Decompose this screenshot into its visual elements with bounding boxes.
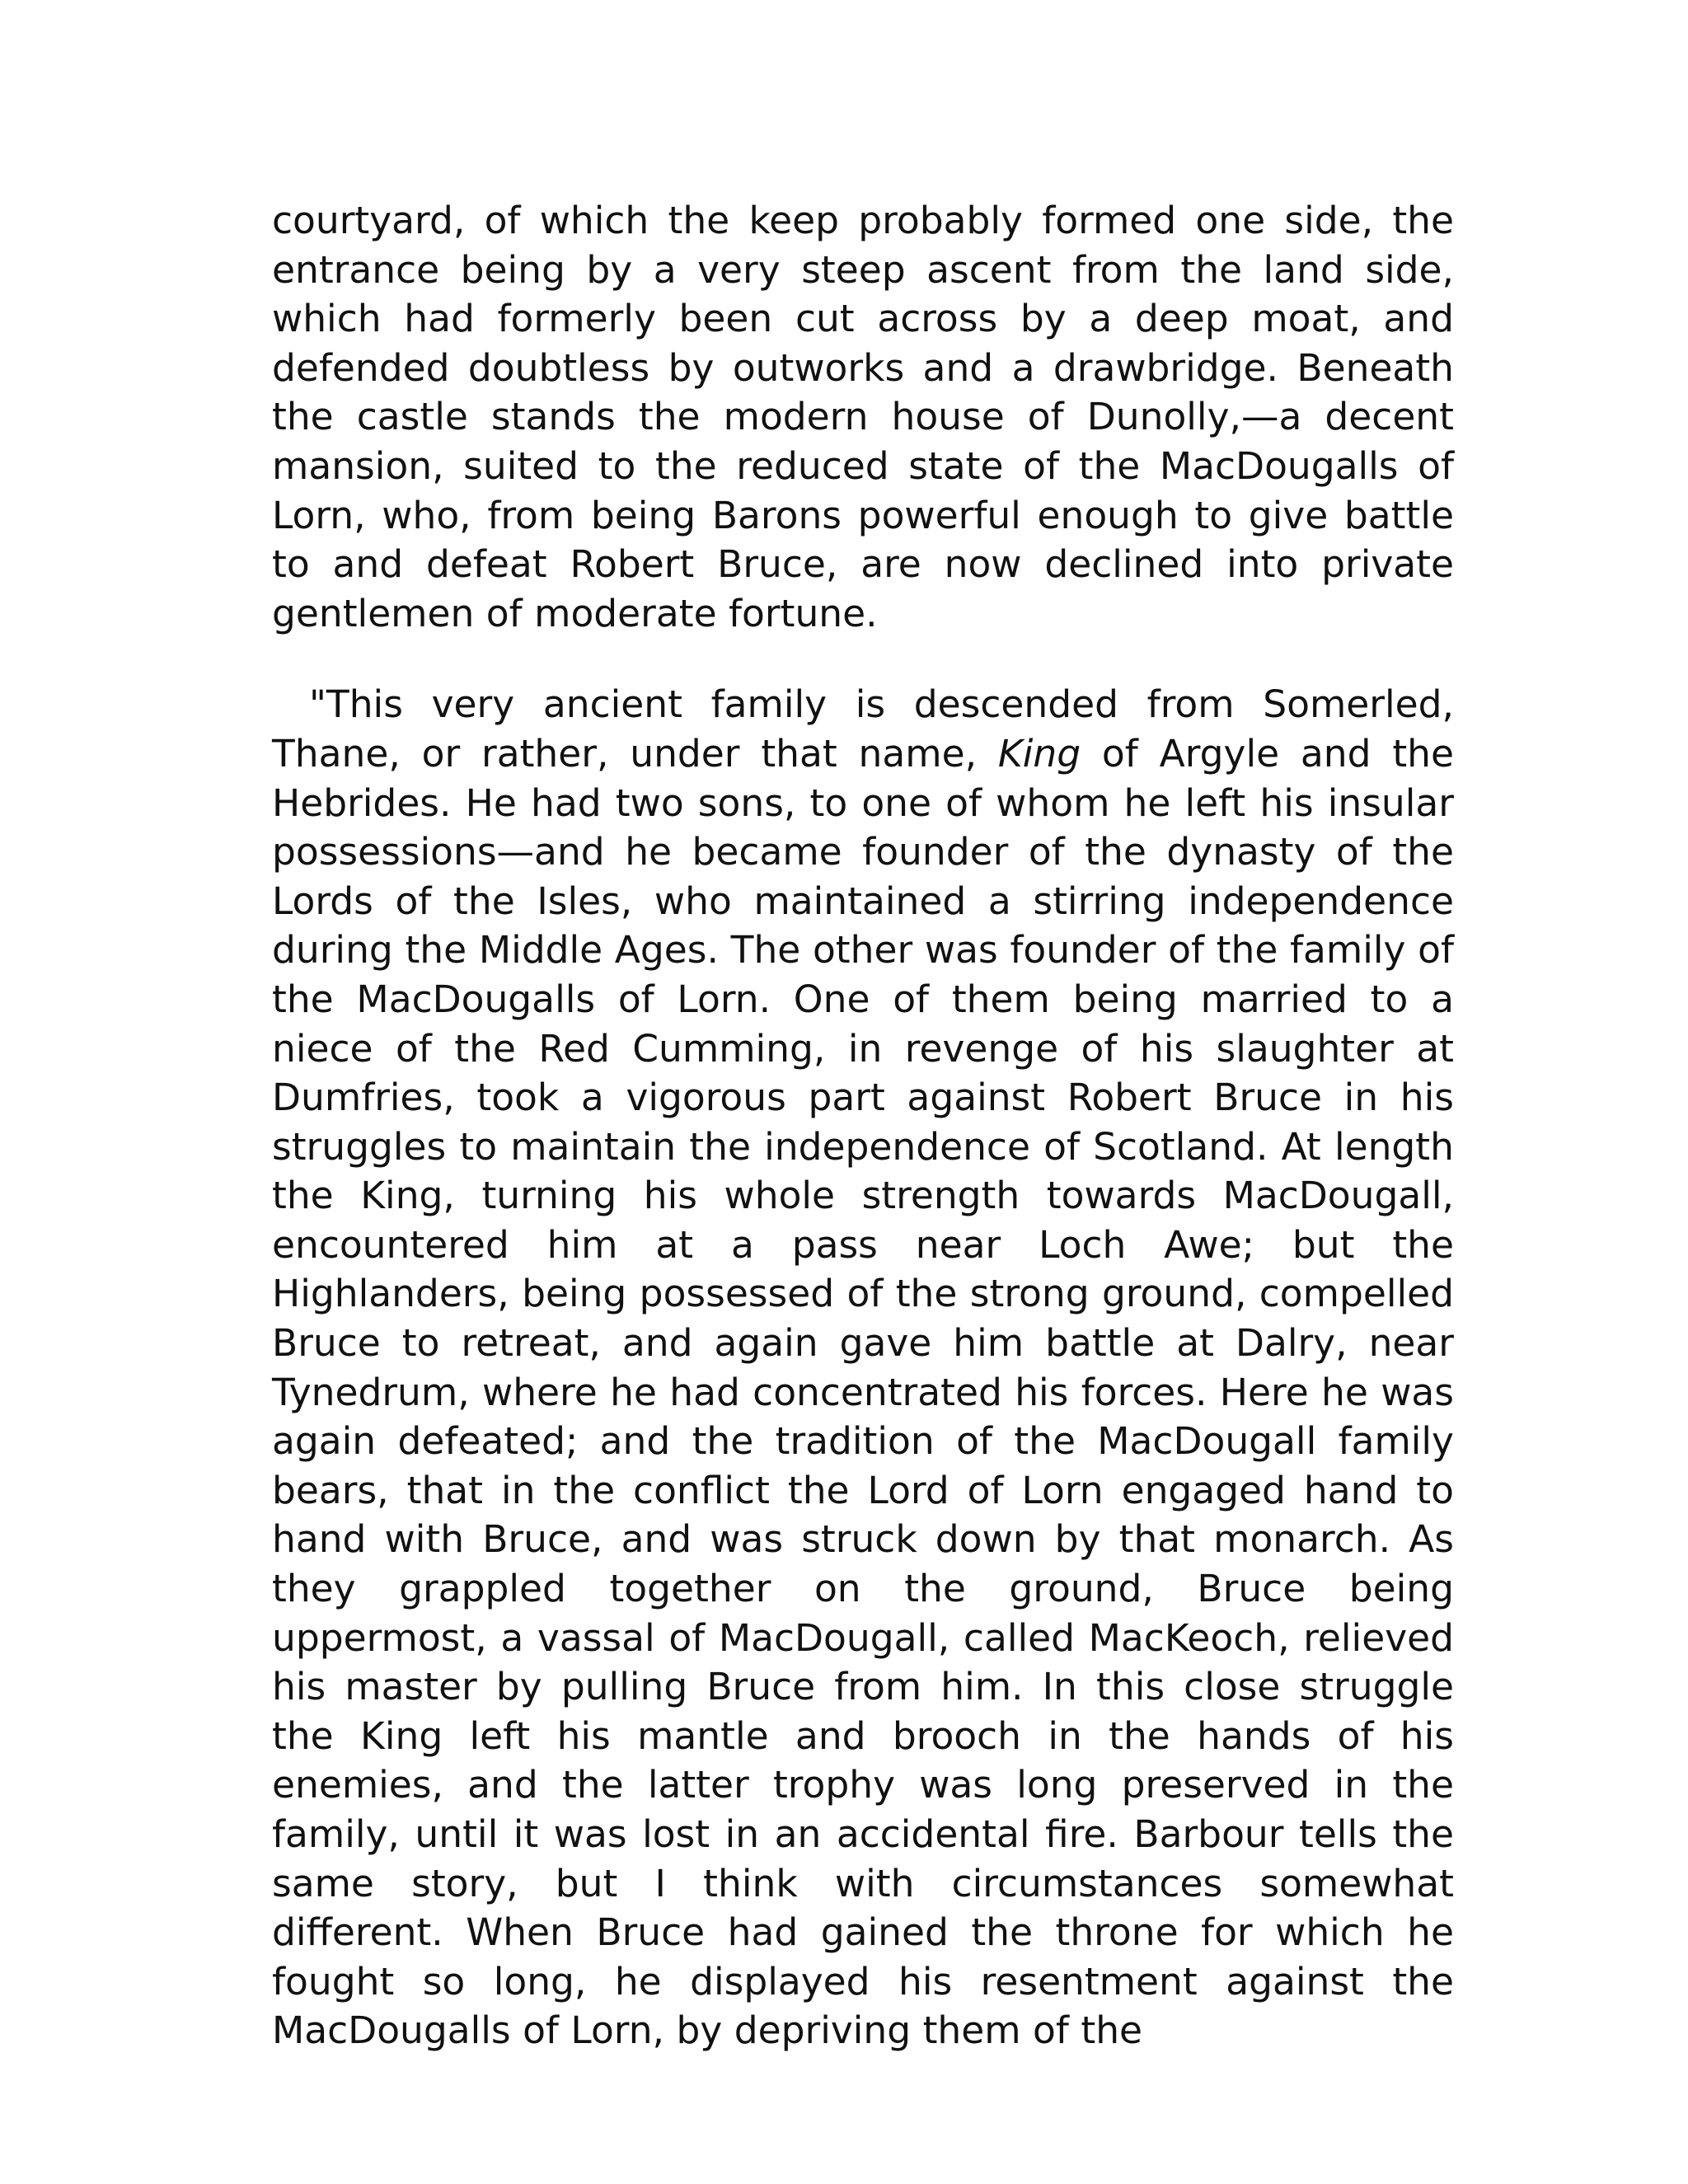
paragraph-1-text: courtyard, of which the keep probably formed one side, the entrance being by a very steep ascent from the land side, which had formerly been cut across by a deep moat, and defended doubtless by outworks and a drawbridge. Beneath the castle stands the modern house of Dunolly,—a decent mansion, suited to the reduced state of the MacDougalls of Lorn, who, from being Barons powerful enough to give battle to and defeat Robert Bruce, are now declined into private gentlemen of moderate fortune. <box>272 199 1454 635</box>
paragraph-2-text-start: "This very ancient family is descended from Somerled, Thane, or rather, under that name, <box>272 682 1454 776</box>
paragraph-2 <box>272 680 1454 2055</box>
page-body <box>272 196 1454 2055</box>
paragraph-1 <box>272 196 1454 638</box>
paragraph-2-italic-word: King <box>997 731 1081 776</box>
paragraph-2-text-end: of Argyle and the Hebrides. He had two sons, to one of whom he left his insular possessions—and he became founder of the dynasty of the Lords of the Isles, who maintained a stirring independence during the Middle Ages. The other was founder of the family of the MacDougalls of Lorn. One of them being married to a niece of the Red Cumming, in revenge of his slaughter at Dumfries, took a vigorous part against Robert Bruce in his struggles to maintain the independence of Scotland. At length the King, turning his whole strength towards MacDougall, encountered him at a pass near Loch Awe; but the Highlanders, being possessed of the strong ground, compelled Bruce to retreat, and again gave him battle at Dalry, near Tynedrum, where he had concentrated his forces. Here he was again defeated; and the tradition of the MacDougall family bears, that in the conflict the Lord of Lorn engaged hand to hand with Bruce, and was struck down by that monarch. As they grappled together on the ground, Bruce being uppermost, a vassal of MacDougall, called MacKeoch, relieved his master by pulling Bruce from him. In this close struggle the King left his mantle and brooch in the hands of his enemies, and the latter trophy was long preserved in the family, until it was lost in an accidental fire. Barbour tells the same story, but I think with circumstances somewhat different. When Bruce had gained the throne for which he fought so long, he displayed his resentment against the MacDougalls of Lorn, by depriving them of the <box>272 731 1454 2053</box>
